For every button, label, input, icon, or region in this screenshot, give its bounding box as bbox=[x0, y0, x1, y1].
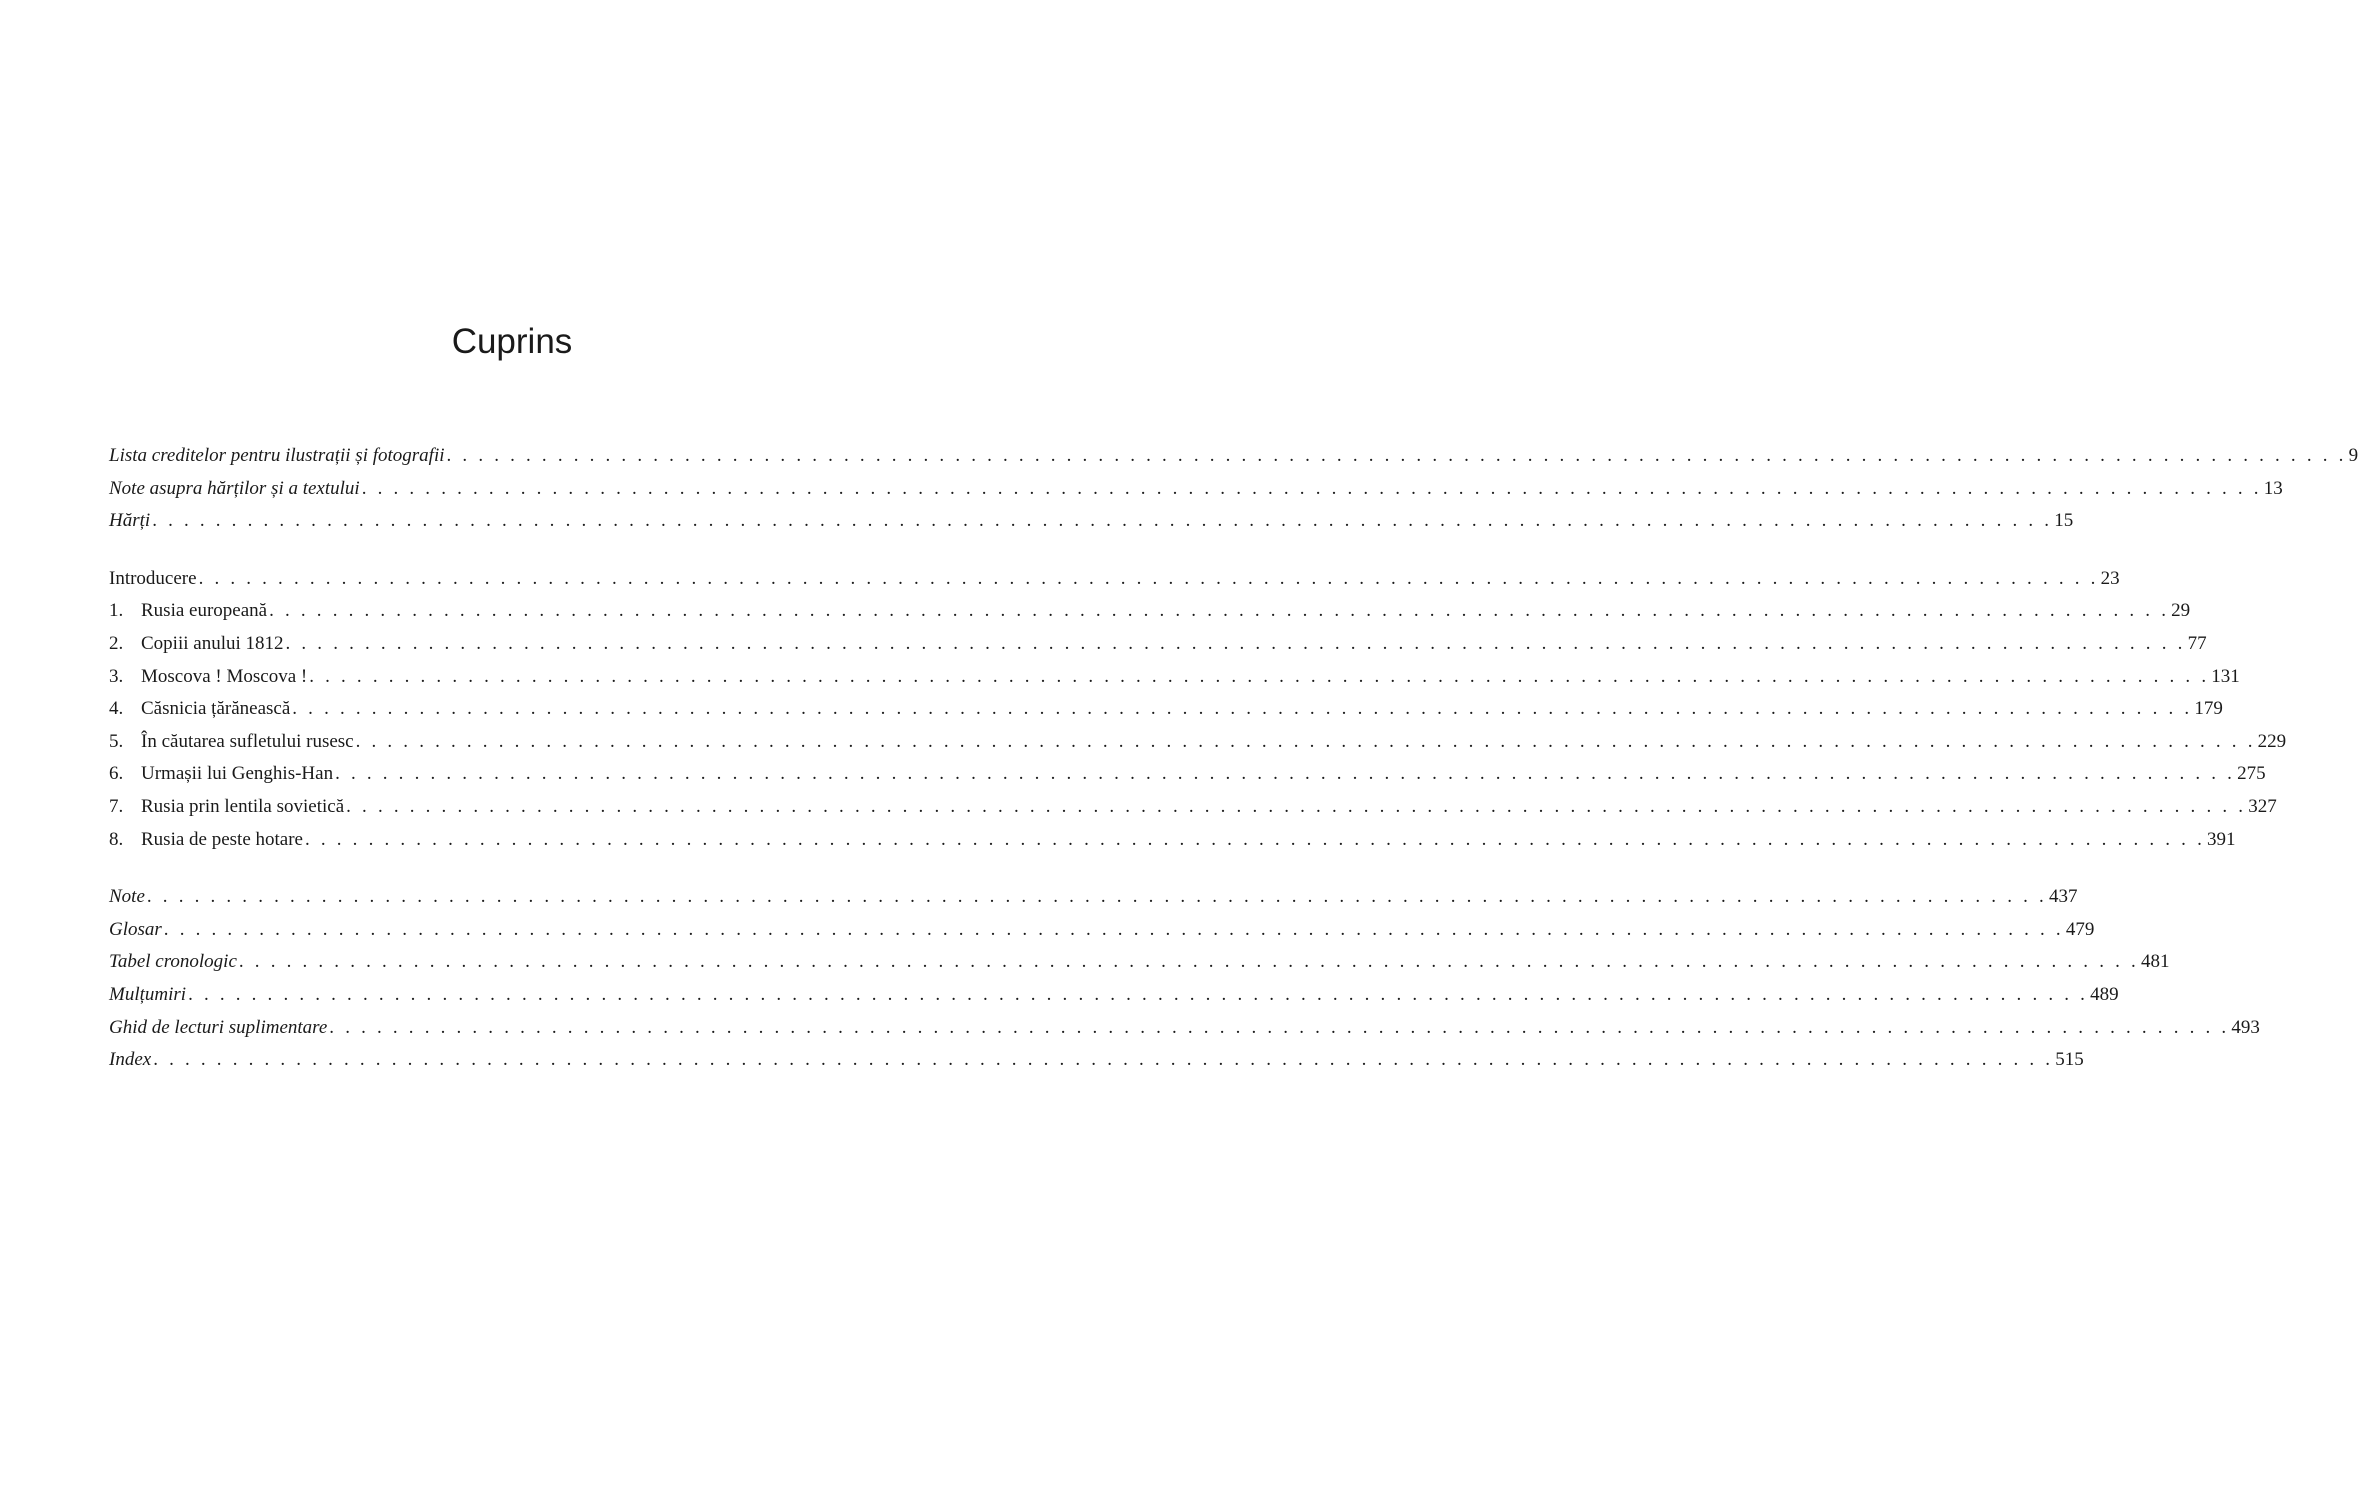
toc-entry[interactable] bbox=[109, 914, 2095, 947]
page-number: 131 bbox=[2211, 665, 2240, 687]
entry-title: Rusia europeană bbox=[141, 600, 268, 622]
entry-title: Moscova ! Moscova ! bbox=[141, 665, 308, 687]
page-number: 77 bbox=[2187, 632, 2207, 654]
chapter-number: 4. bbox=[109, 698, 124, 720]
entry-title: Glosar bbox=[109, 918, 162, 940]
entry-title: Index bbox=[109, 1049, 152, 1071]
toc-entry[interactable] bbox=[109, 946, 2170, 979]
toc-entry[interactable] bbox=[109, 473, 2283, 506]
entry-title: Ghid de lecturi suplimentare bbox=[109, 1016, 328, 1038]
page-number: 327 bbox=[2248, 795, 2277, 817]
chapter-number: 2. bbox=[109, 632, 124, 654]
page-number: 481 bbox=[2140, 951, 2170, 973]
chapter-number: 3. bbox=[109, 665, 124, 687]
dot-leader: . . . . . . . . . . . . . . . . . . . . . . . . . . . . . . . . . . . . . . . . . . . . . . . . . . . . . . . . . . . . . . . . . . . . . . . . . . . . . . . . . . . . . . . . . . . . . . . . . . . . . . . . . . . . . . . . . . . . . . . . bbox=[163, 918, 2064, 940]
page-number: 515 bbox=[2055, 1049, 2084, 1071]
toc-entry[interactable] bbox=[109, 791, 2277, 824]
page-number: 275 bbox=[2237, 763, 2266, 785]
entry-title: Lista creditelor pentru ilustrații și fotografii bbox=[109, 445, 445, 466]
toc-entry[interactable] bbox=[109, 563, 2120, 596]
dot-leader: . . . . . . . . . . . . . . . . . . . . . . . . . . . . . . . . . . . . . . . . . . . . . . . . . . . . . . . . . . . . . . . . . . . . . . . . . . . . . . . . . . . . . . . . . . . . . . . . . . . . . . . . . . . . . . . . . . . . . . . . bbox=[269, 600, 2170, 622]
entry-title: În căutarea sufletului rusesc bbox=[141, 730, 354, 752]
dot-leader: . . . . . . . . . . . . . . . . . . . . . . . . . . . . . . . . . . . . . . . . . . . . . . . . . . . . . . . . . . . . . . . . . . . . . . . . . . . . . . . . . . . . . . . . . . . . . . . . . . . . . . . . . . . . . . . . . . . . . . . . bbox=[361, 477, 2262, 499]
page-number: 493 bbox=[2231, 1016, 2260, 1038]
toc-entry[interactable] bbox=[109, 595, 2191, 628]
dot-leader: . . . . . . . . . . . . . . . . . . . . . . . . . . . . . . . . . . . . . . . . . . . . . . . . . . . . . . . . . . . . . . . . . . . . . . . . . . . . . . . . . . . . . . . . . . . . . . . . . . . . . . . . . . . . . . . . . . . . . . . . bbox=[153, 1049, 2054, 1071]
entry-title: Copiii anului 1812 bbox=[141, 632, 284, 654]
toc-entry[interactable] bbox=[109, 824, 2236, 857]
chapter-number: 5. bbox=[109, 730, 124, 752]
dot-leader: . . . . . . . . . . . . . . . . . . . . . . . . . . . . . . . . . . . . . . . . . . . . . . . . . . . . . . . . . . . . . . . . . . . . . . . . . . . . . . . . . . . . . . . . . . . . . . . . . . . . . . . . . . . . . . . . . . . . . . . . bbox=[329, 1016, 2230, 1038]
entry-title: Urmașii lui Genghis-Han bbox=[141, 763, 334, 785]
page-number: 23 bbox=[2100, 567, 2120, 589]
dot-leader: . . . . . . . . . . . . . . . . . . . . . . . . . . . . . . . . . . . . . . . . . . . . . . . . . . . . . . . . . . . . . . . . . . . . . . . . . . . . . . . . . . . . . . . . . . . . . . . . . . . . . . . . . . . . . . . . . . . . . . . . bbox=[198, 567, 2099, 589]
entry-title: Introducere bbox=[109, 567, 197, 589]
dot-leader: . . . . . . . . . . . . . . . . . . . . . . . . . . . . . . . . . . . . . . . . . . . . . . . . . . . . . . . . . . . . . . . . . . . . . . . . . . . . . . . . . . . . . . . . . . . . . . . . . . . . . . . . . . . . . . . . . . . . . . . . bbox=[152, 510, 2053, 532]
entry-title: Note asupra hărților și a textului bbox=[109, 477, 360, 499]
chapter-number: 1. bbox=[109, 600, 124, 622]
entry-title: Rusia de peste hotare bbox=[141, 828, 303, 850]
dot-leader: . . . . . . . . . . . . . . . . . . . . . . . . . . . . . . . . . . . . . . . . . . . . . . . . . . . . . . . . . . . . . . . . . . . . . . . . . . . . . . . . . . . . . . . . . . . . . . . . . . . . . . . . . . . . . . . . . . . . . . . . bbox=[238, 951, 2139, 973]
page-number: 437 bbox=[2048, 886, 2078, 908]
page-number: 13 bbox=[2263, 477, 2283, 499]
dot-leader: . . . . . . . . . . . . . . . . . . . . . . . . . . . . . . . . . . . . . . . . . . . . . . . . . . . . . . . . . . . . . . . . . . . . . . . . . . . . . . . . . . . . . . . . . . . . . . . . . . . . . . . . . . . . . . . . . . . . . . . . bbox=[335, 763, 2236, 785]
dot-leader: . . . . . . . . . . . . . . . . . . . . . . . . . . . . . . . . . . . . . . . . . . . . . . . . . . . . . . . . . . . . . . . . . . . . . . . . . . . . . . . . . . . . . . . . . . . . . . . . . . . . . . . . . . . . . . . . . . . . . . . . bbox=[146, 886, 2047, 908]
page-number: 179 bbox=[2194, 698, 2223, 720]
toc-entry[interactable] bbox=[109, 693, 2223, 726]
page-number: 15 bbox=[2054, 510, 2074, 532]
toc-group bbox=[109, 440, 2358, 538]
toc-entry[interactable] bbox=[109, 1044, 2084, 1077]
toc-entry[interactable] bbox=[109, 440, 2358, 473]
page-number: 489 bbox=[2090, 983, 2119, 1005]
table-of-contents bbox=[109, 440, 2358, 1077]
dot-leader: . . . . . . . . . . . . . . . . . . . . . . . . . . . . . . . . . . . . . . . . . . . . . . . . . . . . . . . . . . . . . . . . . . . . . . . . . . . . . . . . . . . . . . . . . . . . . . . . . . . . . . . . . . . . . . . . . . . . . . . . bbox=[355, 730, 2256, 752]
toc-entry[interactable] bbox=[109, 505, 2074, 538]
entry-title: Tabel cronologic bbox=[109, 951, 237, 973]
page-number: 479 bbox=[2065, 918, 2095, 940]
entry-title: Hărți bbox=[109, 510, 151, 532]
toc-entry[interactable] bbox=[109, 726, 2287, 759]
dot-leader: . . . . . . . . . . . . . . . . . . . . . . . . . . . . . . . . . . . . . . . . . . . . . . . . . . . . . . . . . . . . . . . . . . . . . . . . . . . . . . . . . . . . . . . . . . . . . . . . . . . . . . . . . . . . . . . . . . . . . . . . bbox=[309, 665, 2210, 687]
page-number: 391 bbox=[2207, 828, 2236, 850]
toc-entry[interactable] bbox=[109, 979, 2119, 1012]
entry-title: Căsnicia țărănească bbox=[141, 698, 291, 720]
dot-leader: . . . . . . . . . . . . . . . . . . . . . . . . . . . . . . . . . . . . . . . . . . . . . . . . . . . . . . . . . . . . . . . . . . . . . . . . . . . . . . . . . . . . . . . . . . . . . . . . . . . . . . . . . . . . . . . . . . . . . . . . bbox=[188, 983, 2089, 1005]
dot-leader: . . . . . . . . . . . . . . . . . . . . . . . . . . . . . . . . . . . . . . . . . . . . . . . . . . . . . . . . . . . . . . . . . . . . . . . . . . . . . . . . . . . . . . . . . . . . . . . . . . . . . . . . . . . . . . . . . . . . . . . . bbox=[304, 828, 2206, 850]
toc-entry[interactable] bbox=[109, 881, 2078, 914]
dot-leader: . . . . . . . . . . . . . . . . . . . . . . . . . . . . . . . . . . . . . . . . . . . . . . . . . . . . . . . . . . . . . . . . . . . . . . . . . . . . . . . . . . . . . . . . . . . . . . . . . . . . . . . . . . . . . . . . . . . . . . . . bbox=[446, 445, 2347, 466]
dot-leader: . . . . . . . . . . . . . . . . . . . . . . . . . . . . . . . . . . . . . . . . . . . . . . . . . . . . . . . . . . . . . . . . . . . . . . . . . . . . . . . . . . . . . . . . . . . . . . . . . . . . . . . . . . . . . . . . . . . . . . . . bbox=[346, 795, 2247, 817]
page-number: 29 bbox=[2171, 600, 2191, 622]
dot-leader: . . . . . . . . . . . . . . . . . . . . . . . . . . . . . . . . . . . . . . . . . . . . . . . . . . . . . . . . . . . . . . . . . . . . . . . . . . . . . . . . . . . . . . . . . . . . . . . . . . . . . . . . . . . . . . . . . . . . . . . . bbox=[285, 632, 2186, 654]
entry-title: Note bbox=[109, 886, 145, 908]
page-number: 229 bbox=[2257, 730, 2287, 752]
page-title: Cuprins bbox=[451, 322, 573, 361]
entry-title: Mulțumiri bbox=[109, 983, 187, 1005]
toc-entry[interactable] bbox=[109, 661, 2240, 694]
toc-entry[interactable] bbox=[109, 758, 2266, 791]
toc-entry[interactable] bbox=[109, 628, 2207, 661]
toc-group bbox=[109, 881, 2260, 1077]
chapter-number: 8. bbox=[109, 828, 124, 850]
entry-title: Rusia prin lentila sovietică bbox=[141, 795, 345, 817]
toc-group bbox=[109, 563, 2287, 856]
dot-leader: . . . . . . . . . . . . . . . . . . . . . . . . . . . . . . . . . . . . . . . . . . . . . . . . . . . . . . . . . . . . . . . . . . . . . . . . . . . . . . . . . . . . . . . . . . . . . . . . . . . . . . . . . . . . . . . . . . . . . . . . bbox=[292, 698, 2193, 720]
toc-entry[interactable] bbox=[109, 1012, 2260, 1045]
page-number: 9 bbox=[2348, 445, 2358, 466]
chapter-number: 6. bbox=[109, 763, 124, 785]
chapter-number: 7. bbox=[109, 795, 124, 817]
